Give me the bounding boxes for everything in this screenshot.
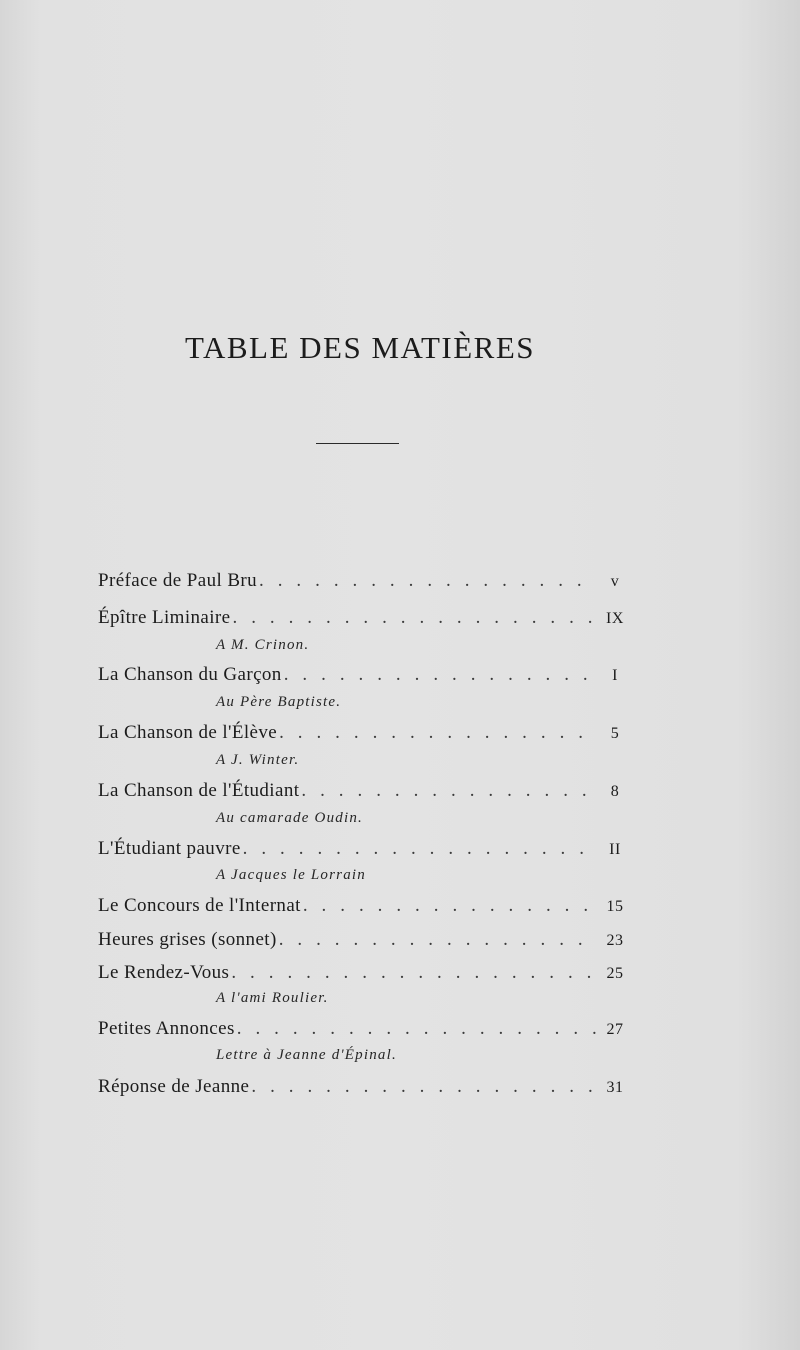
toc-entry-dedication: Lettre à Jeanne d'Épinal.	[216, 1047, 397, 1063]
dot-leader	[301, 780, 596, 802]
toc-entry-title: Réponse de Jeanne	[98, 1076, 250, 1097]
toc-entry[interactable]	[98, 722, 630, 748]
toc-entry-dedication: Au Père Baptiste.	[216, 694, 342, 710]
toc-entry[interactable]	[98, 929, 630, 955]
toc-entry-dedication: Au camarade Oudin.	[216, 810, 363, 826]
toc-entry-title: Épître Liminaire	[98, 607, 231, 628]
toc-entry[interactable]	[98, 664, 630, 690]
page-title: TABLE DES MATIÈRES	[184, 330, 536, 365]
dot-leader	[303, 895, 596, 917]
toc-entry[interactable]	[98, 838, 630, 864]
toc-entry[interactable]	[98, 1018, 630, 1044]
toc-entry[interactable]	[98, 1076, 630, 1102]
dot-leader	[237, 1018, 596, 1040]
toc-entry-page: II	[609, 841, 621, 858]
dot-leader	[259, 570, 596, 592]
toc-entry-page: 8	[610, 783, 620, 800]
dot-leader	[231, 962, 596, 984]
dot-leader	[284, 664, 596, 686]
toc-entry-title: La Chanson du Garçon	[98, 664, 282, 685]
dot-leader	[251, 1076, 596, 1098]
toc-entry[interactable]	[98, 895, 630, 921]
toc-entry-title: La Chanson de l'Étudiant	[98, 780, 300, 801]
dot-leader	[279, 722, 596, 744]
toc-entry[interactable]	[98, 962, 630, 988]
toc-entry-title: La Chanson de l'Élève	[98, 722, 278, 743]
toc-entry-title: Le Rendez-Vous	[98, 962, 230, 983]
toc-entry-title: L'Étudiant pauvre	[98, 838, 241, 859]
toc-entry-page: 15	[606, 898, 624, 915]
toc-entry-page: 25	[606, 965, 624, 982]
toc-entry-page: 23	[606, 932, 624, 949]
toc-entry-dedication: A M. Crinon.	[216, 637, 310, 653]
toc-entry-page: 5	[610, 725, 620, 742]
dot-leader	[243, 838, 596, 860]
dot-leader	[279, 929, 596, 951]
toc-entry-dedication: A Jacques le Lorrain	[216, 867, 366, 883]
toc-entry-page: v	[610, 573, 620, 590]
toc-entry-page: 31	[606, 1079, 624, 1096]
dot-leader	[233, 607, 597, 629]
toc-entry-title: Préface de Paul Bru	[98, 570, 258, 591]
toc-entry[interactable]	[98, 570, 630, 596]
toc-entry-title: Le Concours de l'Internat	[98, 895, 301, 916]
toc-entry[interactable]	[98, 607, 630, 633]
toc-entry-title: Heures grises (sonnet)	[98, 929, 277, 950]
toc-entry-page: IX	[606, 610, 624, 627]
toc-entry-page: 27	[606, 1021, 624, 1038]
toc-entry-dedication: A l'ami Roulier.	[216, 990, 329, 1006]
toc-entry[interactable]	[98, 780, 630, 806]
toc-entry-dedication: A J. Winter.	[216, 752, 300, 768]
toc-entry-title: Petites Annonces	[98, 1018, 235, 1039]
toc-entry-page: I	[612, 667, 618, 684]
